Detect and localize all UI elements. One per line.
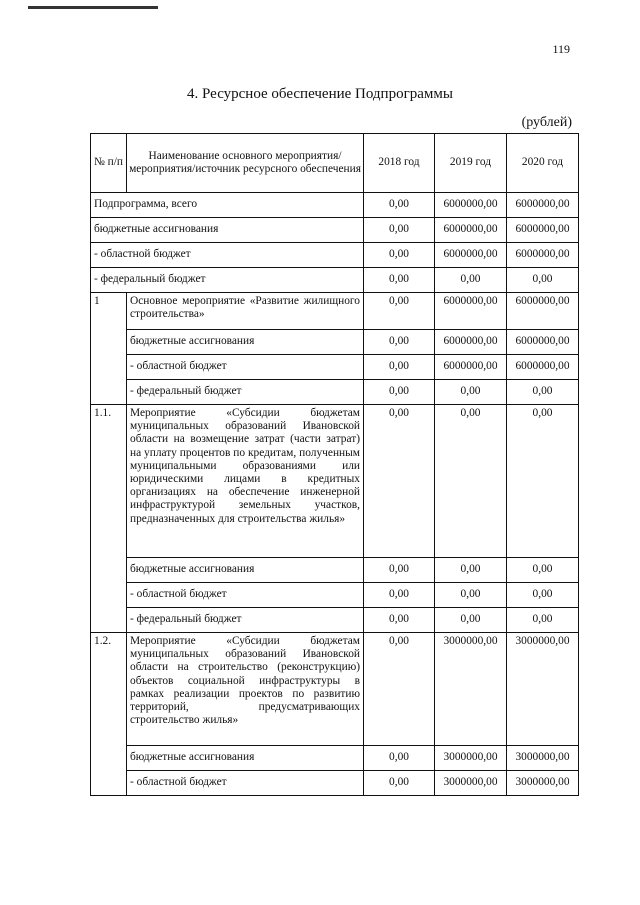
row-name: бюджетные ассигнования xyxy=(127,330,364,355)
table-row xyxy=(91,558,579,583)
value-2018: 0,00 xyxy=(364,330,435,355)
table-row xyxy=(91,193,579,218)
value-2019: 6000000,00 xyxy=(435,355,507,380)
value-2020: 6000000,00 xyxy=(507,243,579,268)
num-spacer xyxy=(91,355,127,380)
value-2020: 6000000,00 xyxy=(507,330,579,355)
value-2020: 0,00 xyxy=(507,558,579,583)
group-name: Мероприятие «Субсидии бюджетам муниципальных образований Ивановской области на возмещение затрат (части затрат) на уплату процентов по кредитам, полученным муниципальными образованиями или юридическими лицами в кредитных организациях на обеспечение инженерной инфраструктурой земельных участков, предназначенных для строительства жилья» xyxy=(127,405,364,558)
value-2020: 6000000,00 xyxy=(507,218,579,243)
row-name: - областной бюджет xyxy=(127,771,364,796)
num-spacer xyxy=(91,746,127,771)
value-2020: 3000000,00 xyxy=(507,771,579,796)
value-2020: 3000000,00 xyxy=(507,746,579,771)
value-2020: 6000000,00 xyxy=(507,293,579,330)
value-2019: 6000000,00 xyxy=(435,218,507,243)
group-num: 1.1. xyxy=(91,405,127,558)
value-2018: 0,00 xyxy=(364,633,435,746)
row-name: Подпрограмма, всего xyxy=(91,193,364,218)
table-row xyxy=(91,771,579,796)
num-spacer xyxy=(91,583,127,608)
value-2018: 0,00 xyxy=(364,746,435,771)
value-2020: 0,00 xyxy=(507,583,579,608)
row-name: - федеральный бюджет xyxy=(127,380,364,405)
value-2020: 3000000,00 xyxy=(507,633,579,746)
value-2019: 0,00 xyxy=(435,380,507,405)
table-row xyxy=(91,243,579,268)
row-name: бюджетные ассигнования xyxy=(127,746,364,771)
page-number: 119 xyxy=(552,42,570,56)
row-name: - областной бюджет xyxy=(127,583,364,608)
value-2019: 6000000,00 xyxy=(435,193,507,218)
table-row xyxy=(91,583,579,608)
value-2018: 0,00 xyxy=(364,268,435,293)
row-name: - федеральный бюджет xyxy=(127,608,364,633)
value-2019: 0,00 xyxy=(435,558,507,583)
value-2019: 3000000,00 xyxy=(435,746,507,771)
header-2018: 2018 год xyxy=(364,134,435,193)
value-2018: 0,00 xyxy=(364,218,435,243)
row-name: бюджетные ассигнования xyxy=(91,218,364,243)
table-row xyxy=(91,218,579,243)
row-name: - областной бюджет xyxy=(91,243,364,268)
table-row xyxy=(91,268,579,293)
header-num: № п/п xyxy=(91,134,127,193)
row-name: - областной бюджет xyxy=(127,355,364,380)
num-spacer xyxy=(91,330,127,355)
value-2020: 6000000,00 xyxy=(507,193,579,218)
num-spacer xyxy=(91,771,127,796)
header-name: Наименование основного мероприятия/мероприятия/источник ресурсного обеспечения xyxy=(127,134,364,193)
value-2020: 6000000,00 xyxy=(507,355,579,380)
num-spacer xyxy=(91,608,127,633)
value-2018: 0,00 xyxy=(364,380,435,405)
value-2019: 3000000,00 xyxy=(435,633,507,746)
group-num: 1.2. xyxy=(91,633,127,746)
group-main-row xyxy=(91,405,579,558)
value-2018: 0,00 xyxy=(364,583,435,608)
header-2019: 2019 год xyxy=(435,134,507,193)
group-main-row xyxy=(91,293,579,330)
value-2019: 0,00 xyxy=(435,608,507,633)
top-rule xyxy=(28,6,158,9)
value-2019: 0,00 xyxy=(435,583,507,608)
table-row xyxy=(91,355,579,380)
value-2020: 0,00 xyxy=(507,268,579,293)
value-2018: 0,00 xyxy=(364,355,435,380)
num-spacer xyxy=(91,380,127,405)
value-2018: 0,00 xyxy=(364,558,435,583)
value-2018: 0,00 xyxy=(364,771,435,796)
table-row xyxy=(91,608,579,633)
header-2020: 2020 год xyxy=(507,134,579,193)
value-2018: 0,00 xyxy=(364,405,435,558)
row-name: бюджетные ассигнования xyxy=(127,558,364,583)
table-row xyxy=(91,380,579,405)
value-2020: 0,00 xyxy=(507,380,579,405)
value-2019: 6000000,00 xyxy=(435,330,507,355)
value-2018: 0,00 xyxy=(364,608,435,633)
value-2019: 3000000,00 xyxy=(435,771,507,796)
group-name: Основное мероприятие «Развитие жилищного строительства» xyxy=(127,293,364,330)
value-2018: 0,00 xyxy=(364,243,435,268)
value-2018: 0,00 xyxy=(364,293,435,330)
value-2019: 6000000,00 xyxy=(435,293,507,330)
resource-table xyxy=(90,133,579,796)
row-name: - федеральный бюджет xyxy=(91,268,364,293)
table-row xyxy=(91,746,579,771)
group-name: Мероприятие «Субсидии бюджетам муниципальных образований Ивановской области на строительство (реконструкцию) объектов социальной инфраструктуры в рамках реализации проектов по развитию территорий, предусматривающих строительство жилья» xyxy=(127,633,364,746)
value-2020: 0,00 xyxy=(507,405,579,558)
value-2018: 0,00 xyxy=(364,193,435,218)
num-spacer xyxy=(91,558,127,583)
group-main-row xyxy=(91,633,579,746)
group-num: 1 xyxy=(91,293,127,330)
table-row xyxy=(91,330,579,355)
value-2019: 6000000,00 xyxy=(435,243,507,268)
value-2019: 0,00 xyxy=(435,405,507,558)
value-2020: 0,00 xyxy=(507,608,579,633)
value-2019: 0,00 xyxy=(435,268,507,293)
table-header-row xyxy=(91,134,579,193)
currency-unit: (рублей) xyxy=(521,115,572,130)
section-title: 4. Ресурсное обеспечение Подпрограммы xyxy=(187,86,453,102)
